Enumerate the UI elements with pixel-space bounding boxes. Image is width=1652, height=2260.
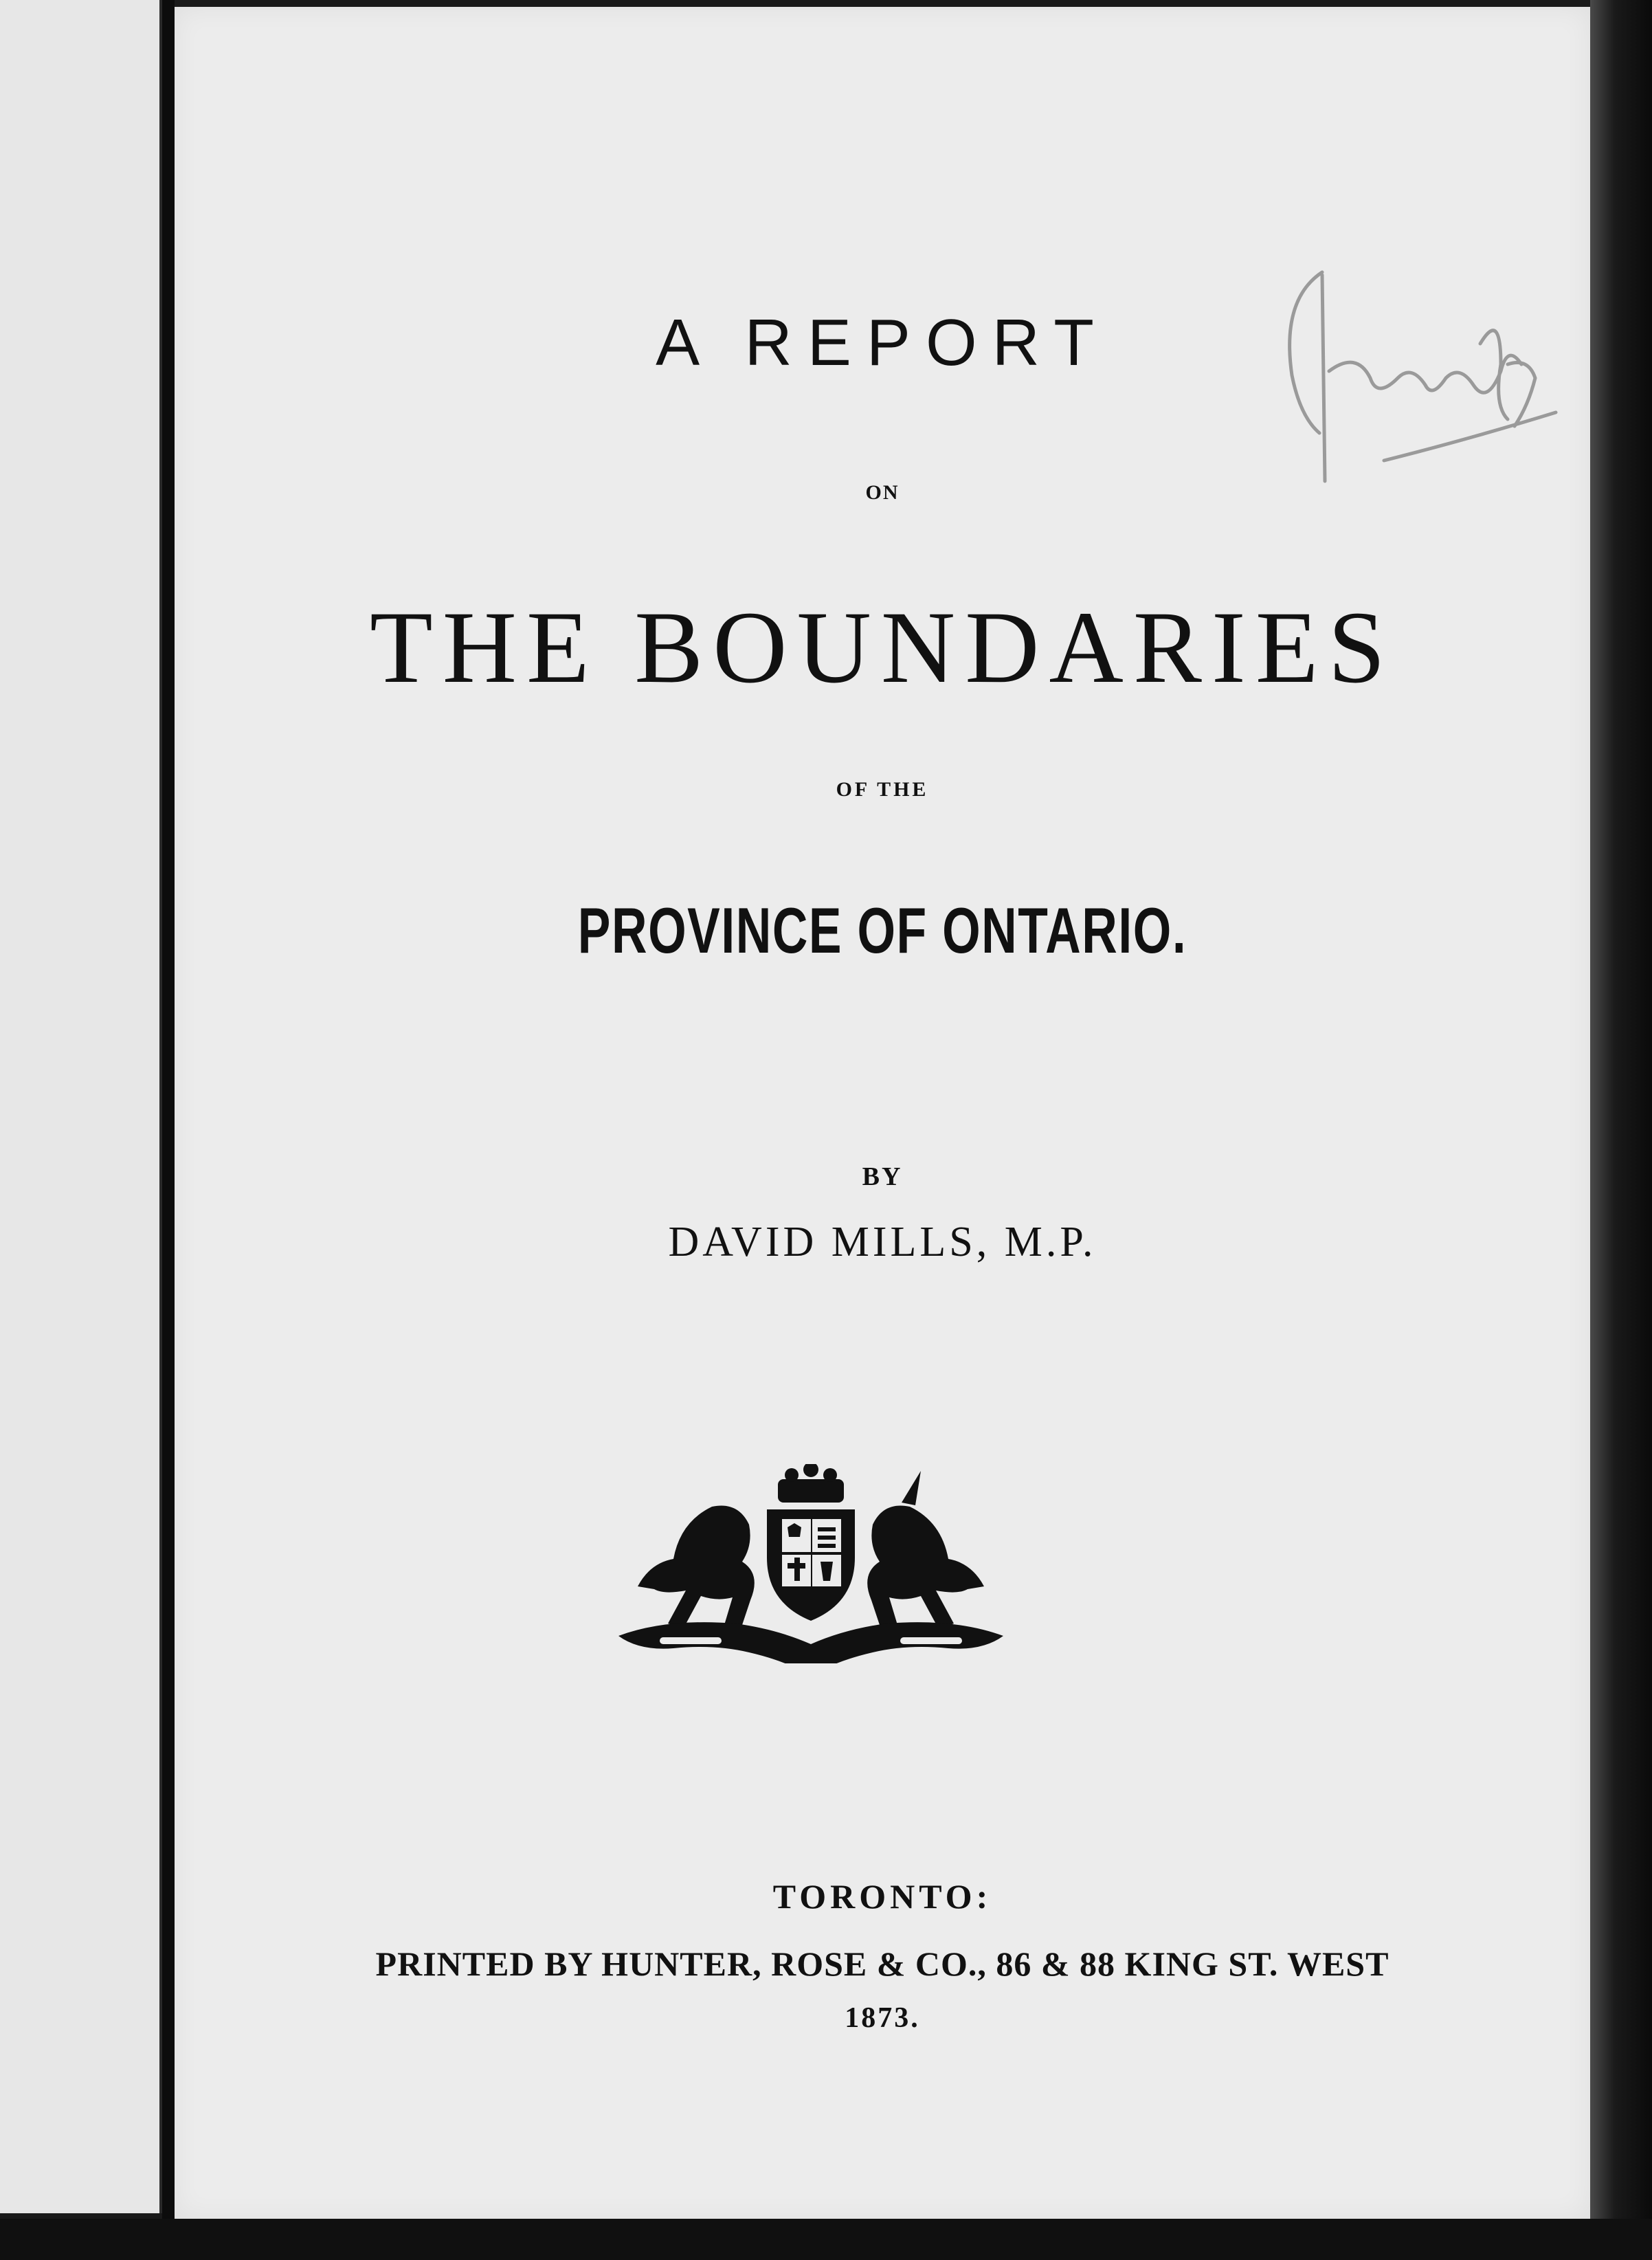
royal-coat-of-arms-icon [618, 1464, 1003, 1663]
imprint-city: TORONTO: [772, 1877, 992, 1916]
title-line-boundaries: THE BOUNDARIES [370, 590, 1395, 705]
title-line-of-the: OF THE [836, 778, 929, 801]
imprint-printer: PRINTED BY HUNTER, ROSE & CO., 86 & 88 KING ST. WEST [375, 1945, 1389, 1983]
author-name: DAVID MILLS, M.P. [668, 1219, 1097, 1265]
pencil-annotation [1095, 261, 1645, 605]
title-line-report: A REPORT [656, 306, 1109, 379]
title-line-on: ON [865, 481, 900, 504]
previous-leaf [0, 0, 162, 2213]
title-page [175, 7, 1590, 2219]
scan-bottom-edge [0, 2219, 1652, 2260]
title-line-province: PROVINCE OF ONTARIO. [577, 894, 1187, 966]
page-stack-edge [1590, 0, 1652, 2260]
imprint-year: 1873. [845, 2002, 920, 2034]
book-gutter [162, 0, 175, 2220]
by-line: BY [862, 1162, 903, 1191]
